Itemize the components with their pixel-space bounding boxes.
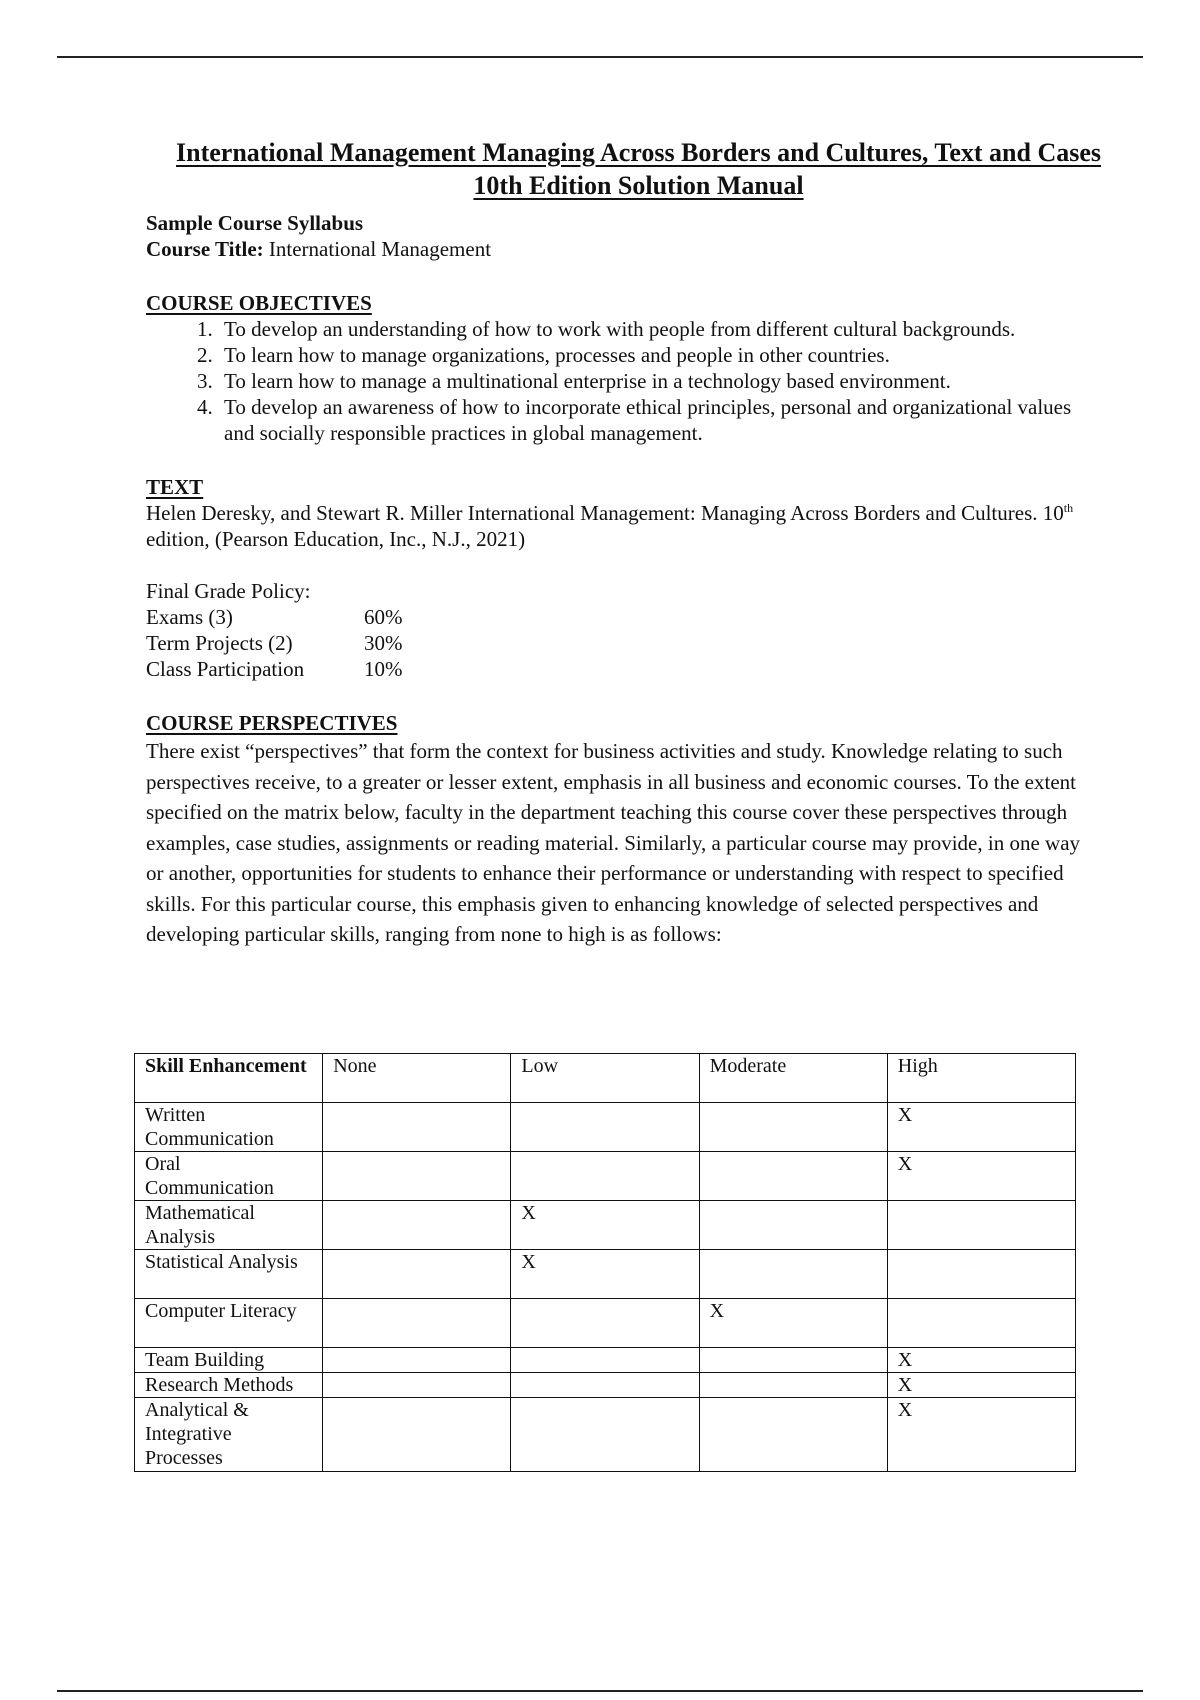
- header-skill: Skill Enhancement: [135, 1054, 323, 1103]
- cell-low: X: [511, 1250, 699, 1299]
- table-row: [135, 1103, 1076, 1152]
- objective-item: 1. To develop an understanding of how to work with people from different cultural backgrounds.: [218, 316, 1086, 342]
- skill-name: Statistical Analysis: [135, 1250, 323, 1299]
- objective-item: 3. To learn how to manage a multinational enterprise in a technology based environment.: [218, 368, 1086, 394]
- grade-item: Term Projects (2): [146, 631, 293, 655]
- cell-low: [511, 1373, 699, 1398]
- document-title: [131, 136, 1146, 202]
- grade-policy-label: Final Grade Policy:: [146, 579, 311, 603]
- table-row: [135, 1348, 1076, 1373]
- course-title-label: Course Title:: [146, 237, 264, 261]
- grade-row: [146, 630, 1086, 656]
- header-low: Low: [511, 1054, 699, 1103]
- cell-moderate: [699, 1398, 887, 1472]
- header-moderate: Moderate: [699, 1054, 887, 1103]
- objective-item: 2. To learn how to manage organizations, processes and people in other countries.: [218, 342, 1086, 368]
- cell-none: [323, 1103, 511, 1152]
- skill-name: Research Methods: [135, 1373, 323, 1398]
- grade-policy: [146, 578, 1086, 682]
- cell-low: [511, 1152, 699, 1201]
- grade-item: Class Participation: [146, 657, 305, 681]
- grade-row: [146, 656, 1086, 682]
- top-rule: [57, 56, 1143, 58]
- title-line-1: International Management Managing Across Borders and Cultures, Text and Cases: [176, 138, 1101, 167]
- perspectives-body: There exist “perspectives” that form the context for business activities and study. Knowledge relating to such perspectives receive, to a greater or lesser extent, emphasis in all business and economic courses. To the extent specified on the matrix below, faculty in the department teaching this course cover these perspectives through examples, case studies, assignments or reading material. Similarly, a particular course may provide, in one way or another, opportunities for students to enhance their performance or understanding with respect to specified skills. For this particular course, this emphasis given to enhancing knowledge of selected perspectives and developing particular skills, ranging from none to high is as follows:: [146, 739, 1081, 946]
- cell-none: [323, 1299, 511, 1348]
- cell-high: X: [887, 1373, 1075, 1398]
- objectives-heading: COURSE OBJECTIVES: [146, 291, 372, 315]
- cell-high: X: [887, 1152, 1075, 1201]
- skill-name: Team Building: [135, 1348, 323, 1373]
- cell-moderate: [699, 1373, 887, 1398]
- text-heading: TEXT: [146, 475, 204, 499]
- skill-name: Computer Literacy: [135, 1299, 323, 1348]
- objective-item: 4. To develop an awareness of how to incorporate ethical principles, personal and organizational values and socially responsible practices in global management.: [218, 394, 1086, 446]
- citation-superscript: th: [1063, 501, 1074, 515]
- perspectives-heading: COURSE PERSPECTIVES: [146, 711, 398, 735]
- table-row: [135, 1250, 1076, 1299]
- cell-high: [887, 1201, 1075, 1250]
- cell-low: [511, 1398, 699, 1472]
- cell-moderate: X: [699, 1299, 887, 1348]
- skills-table: [134, 1053, 1076, 1472]
- table-row: [135, 1398, 1076, 1472]
- cell-high: X: [887, 1348, 1075, 1373]
- citation-part-1: Helen Deresky, and Stewart R. Miller International Management: Managing Across Borders and Cultures. 10: [146, 501, 1064, 525]
- cell-moderate: [699, 1103, 887, 1152]
- syllabus-label: Sample Course Syllabus: [146, 211, 364, 235]
- header-none: None: [323, 1054, 511, 1103]
- cell-none: [323, 1348, 511, 1373]
- cell-none: [323, 1152, 511, 1201]
- cell-high: [887, 1299, 1075, 1348]
- cell-none: [323, 1250, 511, 1299]
- table-row: [135, 1152, 1076, 1201]
- textbook-citation: [146, 500, 1086, 552]
- cell-moderate: [699, 1201, 887, 1250]
- course-title-line: [146, 236, 1086, 262]
- title-line-2: 10th Edition Solution Manual: [473, 171, 804, 200]
- cell-none: [323, 1373, 511, 1398]
- course-title-value: International Management: [263, 237, 492, 261]
- grade-weight: 10%: [364, 657, 403, 681]
- cell-moderate: [699, 1348, 887, 1373]
- cell-low: [511, 1348, 699, 1373]
- skill-name: Analytical & Integrative Processes: [135, 1398, 323, 1472]
- cell-high: X: [887, 1398, 1075, 1472]
- grade-weight: 30%: [364, 631, 403, 655]
- cell-high: X: [887, 1103, 1075, 1152]
- table-row: [135, 1299, 1076, 1348]
- skill-name: Mathematical Analysis: [135, 1201, 323, 1250]
- grade-row: [146, 604, 1086, 630]
- cell-high: [887, 1250, 1075, 1299]
- citation-part-2: edition, (Pearson Education, Inc., N.J., 2021): [146, 527, 526, 551]
- cell-none: [323, 1201, 511, 1250]
- skill-name: Written Communication: [135, 1103, 323, 1152]
- objectives-list: [146, 316, 1086, 446]
- cell-none: [323, 1398, 511, 1472]
- document-body: [146, 210, 1086, 950]
- grade-item: Exams (3): [146, 605, 233, 629]
- skill-name: Oral Communication: [135, 1152, 323, 1201]
- cell-moderate: [699, 1250, 887, 1299]
- header-high: High: [887, 1054, 1075, 1103]
- table-header-row: [135, 1054, 1076, 1103]
- cell-low: [511, 1103, 699, 1152]
- cell-low: [511, 1299, 699, 1348]
- cell-low: X: [511, 1201, 699, 1250]
- grade-weight: 60%: [364, 605, 403, 629]
- cell-moderate: [699, 1152, 887, 1201]
- table-row: [135, 1201, 1076, 1250]
- table-row: [135, 1373, 1076, 1398]
- bottom-rule: [57, 1690, 1143, 1692]
